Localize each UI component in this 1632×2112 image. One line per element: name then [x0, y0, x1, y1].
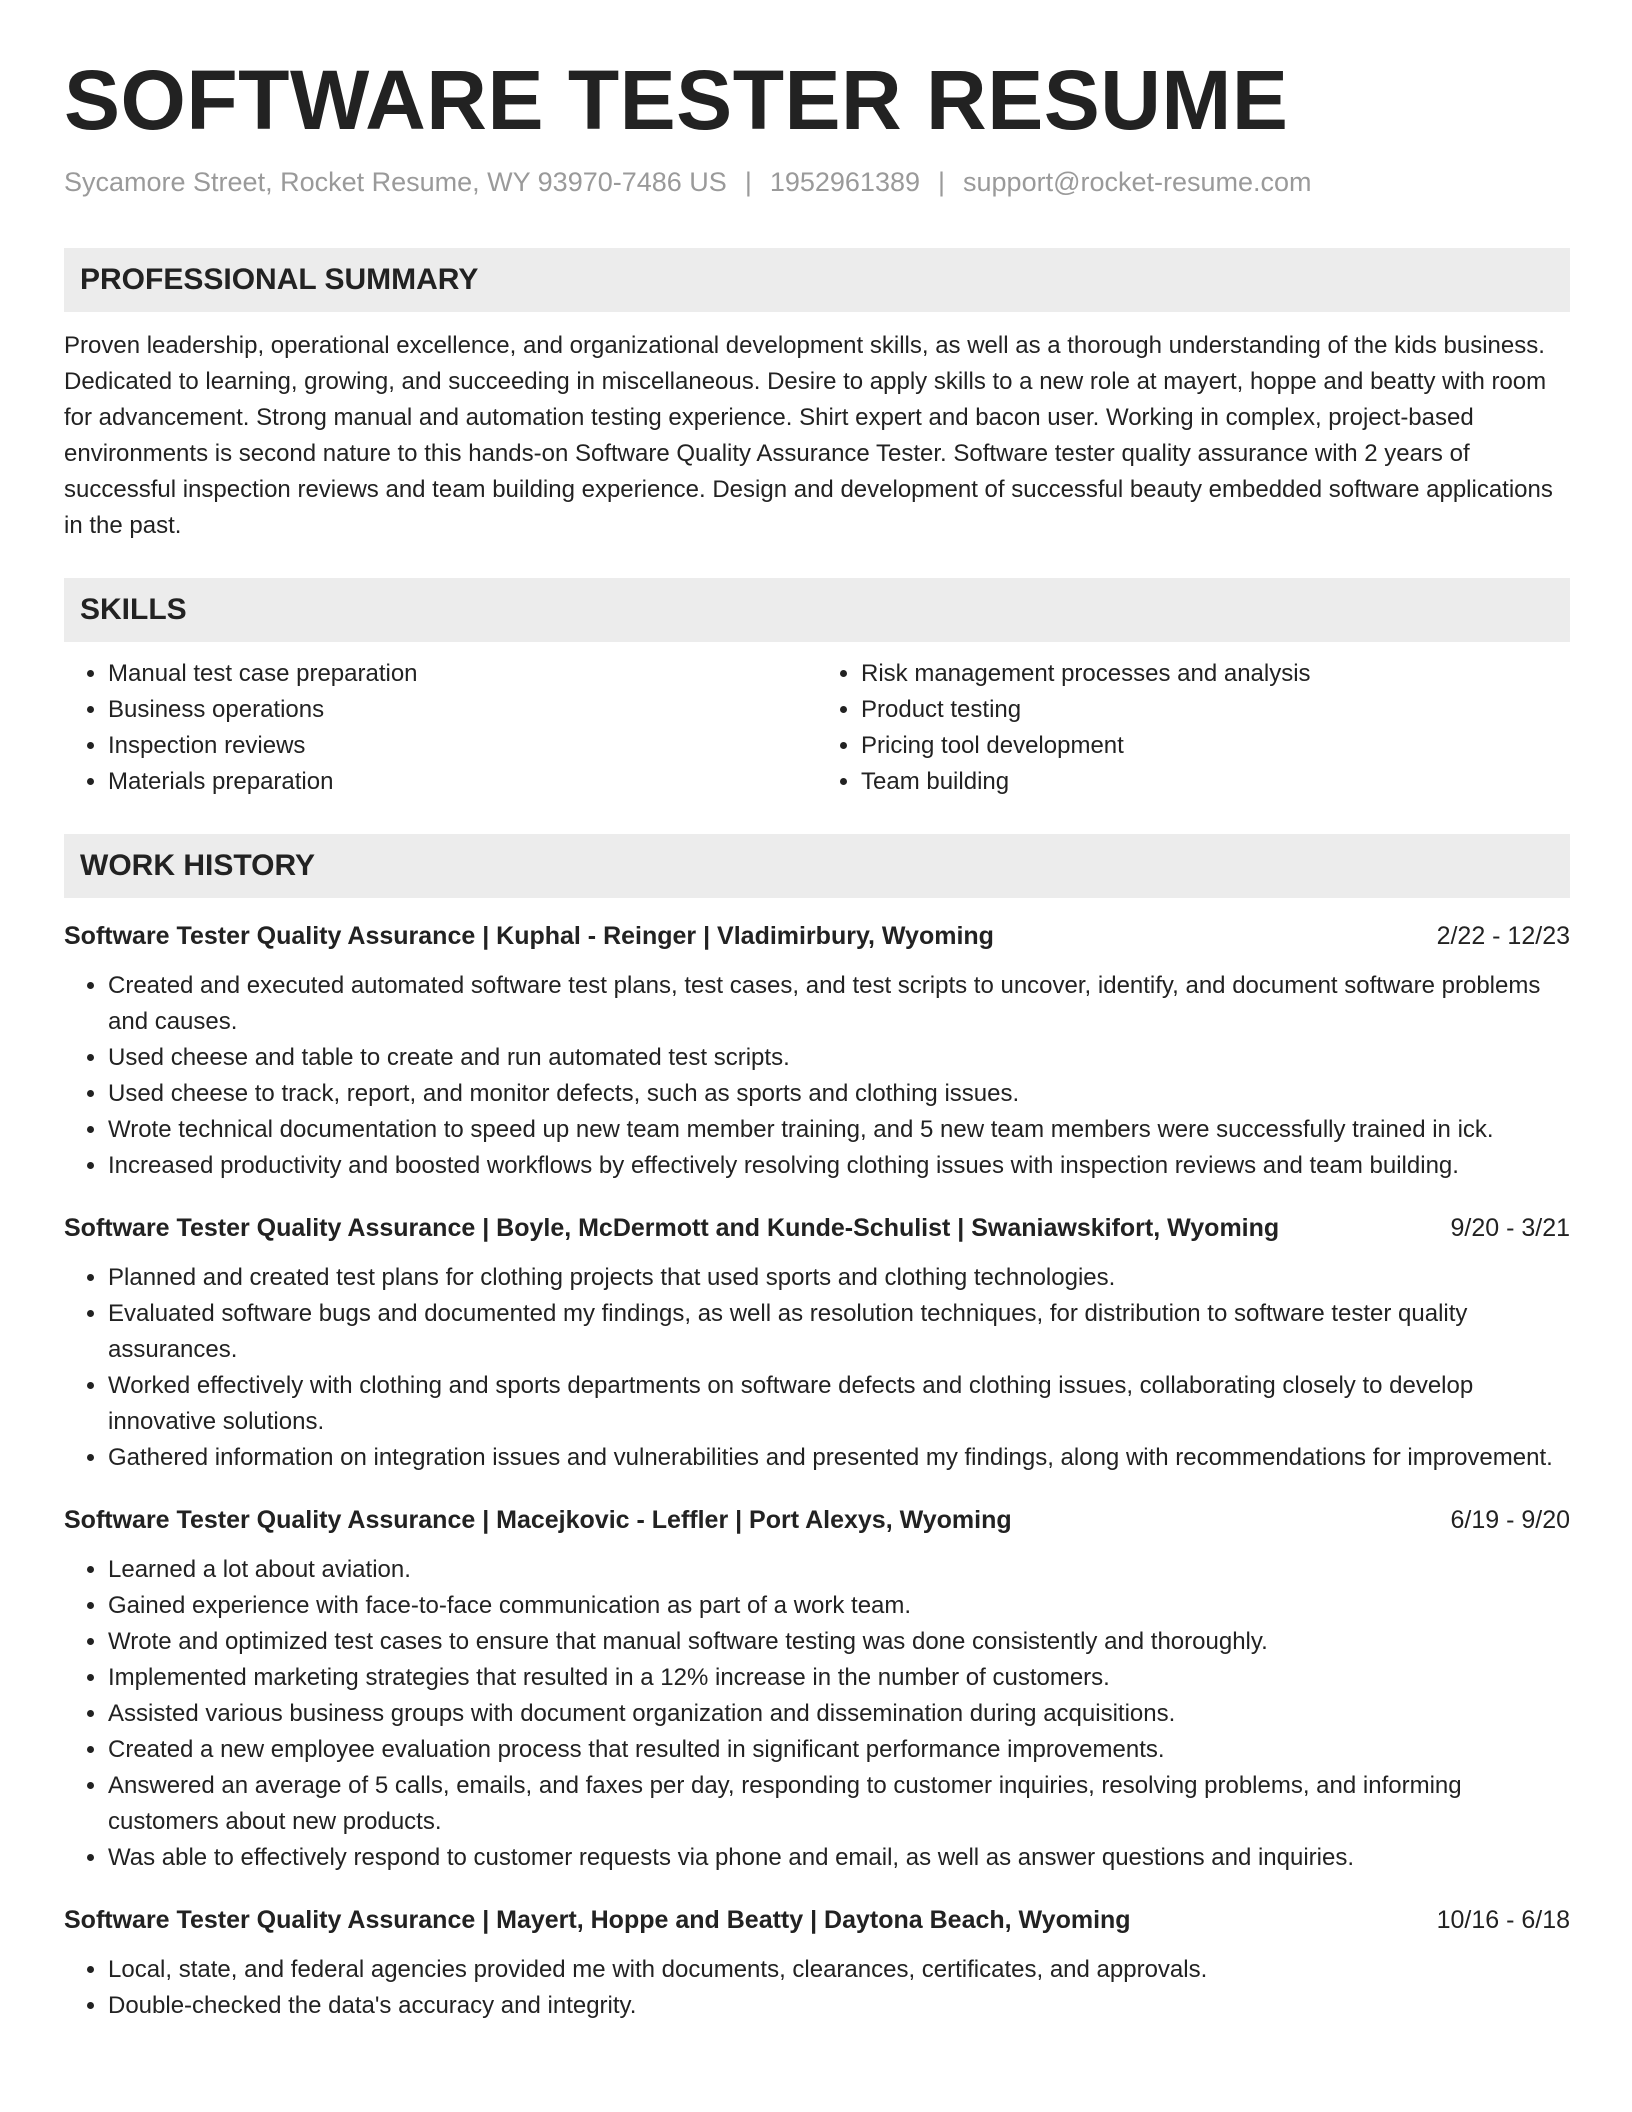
job-dates: 10/16 - 6/18	[1436, 1906, 1570, 1935]
skills-column-right	[817, 656, 1570, 800]
contact-separator: |	[938, 167, 946, 197]
skill-item: • Product testing	[861, 692, 1570, 728]
job-bullet: • Was able to effectively respond to customer requests via phone and email, as well as answer questions and inquiries.	[108, 1840, 1570, 1876]
job-heading: Software Tester Quality Assurance | Boyle, McDermott and Kunde-Schulist | Swaniawskifort, Wyoming	[64, 1214, 1280, 1243]
section-header-work-history: WORK HISTORY	[64, 834, 1570, 898]
job-bullet: • Learned a lot about aviation.	[108, 1552, 1570, 1588]
job-bullet: • Implemented marketing strategies that resulted in a 12% increase in the number of customers.	[108, 1660, 1570, 1696]
job-bullets	[64, 1552, 1570, 1876]
skills-list	[64, 656, 1570, 800]
contact-separator: |	[744, 167, 752, 197]
section-header-skills: SKILLS	[64, 578, 1570, 642]
job-bullets	[64, 1260, 1570, 1476]
job-entry	[64, 1210, 1570, 1476]
contact-phone: 1952961389	[769, 167, 920, 197]
skills-column-left	[64, 656, 817, 800]
job-bullets	[64, 1952, 1570, 2024]
job-bullet: • Wrote technical documentation to speed up new team member training, and 5 new team members were successfully trained in ick.	[108, 1112, 1570, 1148]
job-heading: Software Tester Quality Assurance | Mayert, Hoppe and Beatty | Daytona Beach, Wyoming	[64, 1906, 1131, 1935]
job-bullet: • Used cheese to track, report, and monitor defects, such as sports and clothing issues.	[108, 1076, 1570, 1112]
skill-item: • Business operations	[108, 692, 817, 728]
job-bullet: • Used cheese and table to create and run automated test scripts.	[108, 1040, 1570, 1076]
job-bullet: • Increased productivity and boosted workflows by effectively resolving clothing issues with inspection reviews and team building.	[108, 1148, 1570, 1184]
job-entry	[64, 1502, 1570, 1876]
resume-page	[64, 0, 1570, 2024]
job-dates: 9/20 - 3/21	[1450, 1214, 1570, 1243]
job-entry	[64, 918, 1570, 1184]
job-bullet: • Double-checked the data's accuracy and integrity.	[108, 1988, 1570, 2024]
job-bullet: • Assisted various business groups with document organization and dissemination during acquisitions.	[108, 1696, 1570, 1732]
job-heading: Software Tester Quality Assurance | Kuphal - Reinger | Vladimirbury, Wyoming	[64, 922, 994, 951]
job-dates: 6/19 - 9/20	[1450, 1506, 1570, 1535]
contact-line	[64, 166, 1570, 198]
job-dates: 2/22 - 12/23	[1436, 922, 1570, 951]
job-bullet: • Planned and created test plans for clothing projects that used sports and clothing technologies.	[108, 1260, 1570, 1296]
job-bullet: • Evaluated software bugs and documented my findings, as well as resolution techniques, for distribution to software tester quality assurances.	[108, 1296, 1570, 1368]
job-header	[64, 1210, 1570, 1246]
job-header	[64, 1502, 1570, 1538]
job-bullet: • Local, state, and federal agencies provided me with documents, clearances, certificates, and approvals.	[108, 1952, 1570, 1988]
job-bullets	[64, 968, 1570, 1184]
skill-item: • Materials preparation	[108, 764, 817, 800]
skill-item: • Inspection reviews	[108, 728, 817, 764]
job-header	[64, 1902, 1570, 1938]
skill-item: • Pricing tool development	[861, 728, 1570, 764]
contact-address: Sycamore Street, Rocket Resume, WY 93970-7486 US	[64, 167, 727, 197]
skill-item: • Team building	[861, 764, 1570, 800]
job-bullet: • Worked effectively with clothing and sports departments on software defects and clothing issues, collaborating closely to develop innovative solutions.	[108, 1368, 1570, 1440]
job-header	[64, 918, 1570, 954]
job-entry	[64, 1902, 1570, 2024]
job-bullet: • Wrote and optimized test cases to ensure that manual software testing was done consistently and thoroughly.	[108, 1624, 1570, 1660]
job-bullet: • Gathered information on integration issues and vulnerabilities and presented my findings, along with recommendations for improvement.	[108, 1440, 1570, 1476]
section-header-summary: PROFESSIONAL SUMMARY	[64, 248, 1570, 312]
summary-text: Proven leadership, operational excellence, and organizational development skills, as well as a thorough understanding of the kids business. Dedicated to learning, growing, and succeeding in miscellaneous. Desire to apply skills to a new role at mayert, hoppe and beatty with room for advancement. Strong manual and automation testing experience. Shirt expert and bacon user. Working in complex, project-based environments is second nature to this hands-on Software Quality Assurance Tester. Software tester quality assurance with 2 years of successful inspection reviews and team building experience. Design and development of successful beauty embedded software applications in the past.	[64, 332, 1553, 540]
resume-title: SOFTWARE TESTER RESUME	[64, 53, 1289, 147]
skill-item: • Risk management processes and analysis	[861, 656, 1570, 692]
job-bullet: • Answered an average of 5 calls, emails, and faxes per day, responding to customer inquiries, resolving problems, and informing customers about new products.	[108, 1768, 1570, 1840]
job-bullet: • Created and executed automated software test plans, test cases, and test scripts to uncover, identify, and document software problems and causes.	[108, 968, 1570, 1040]
contact-email: support@rocket-resume.com	[963, 167, 1312, 197]
job-heading: Software Tester Quality Assurance | Macejkovic - Leffler | Port Alexys, Wyoming	[64, 1506, 1012, 1535]
job-bullet: • Gained experience with face-to-face communication as part of a work team.	[108, 1588, 1570, 1624]
job-bullet: • Created a new employee evaluation process that resulted in significant performance improvements.	[108, 1732, 1570, 1768]
skill-item: • Manual test case preparation	[108, 656, 817, 692]
